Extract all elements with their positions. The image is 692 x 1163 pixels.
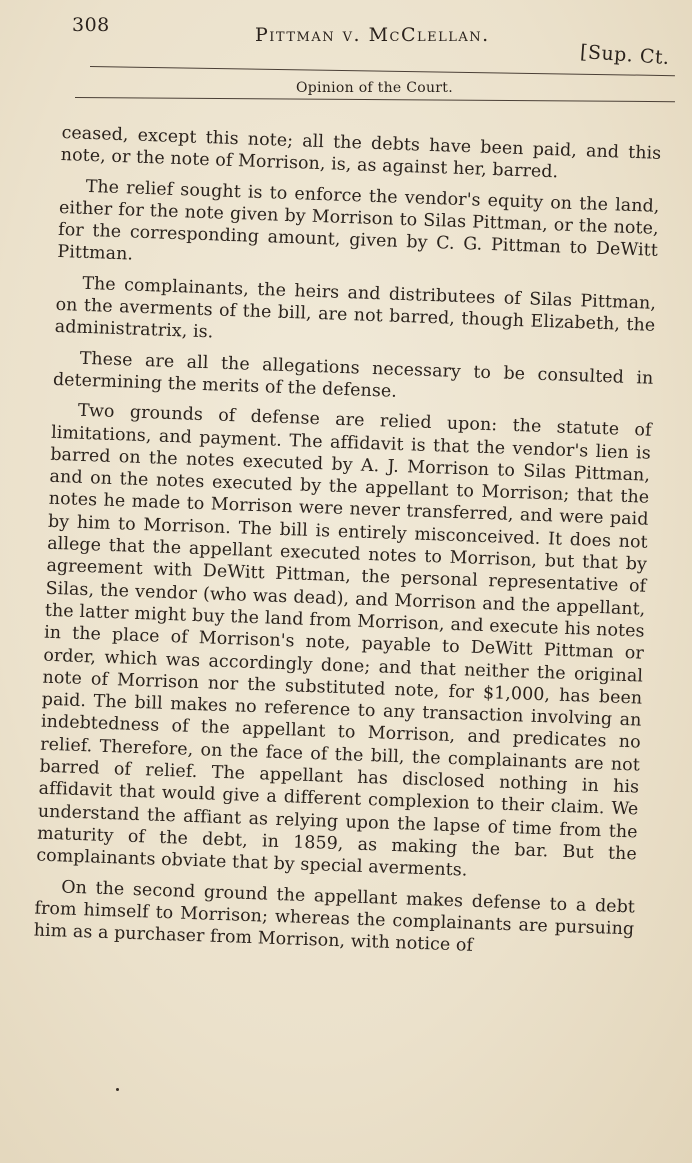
section-rule bbox=[75, 97, 675, 102]
paragraph-second-ground: On the second ground the appellant makes defense to a debt from himself to Morrison; whereas the complainants are pursuing him as a purchaser from Morrison, with notice of bbox=[33, 876, 636, 956]
paragraph-continued: ceased, except this note; all the debts have been paid, and this note, or the note of Morrison, is, as against her, barred. bbox=[60, 122, 662, 183]
ink-speck bbox=[116, 1088, 119, 1091]
paragraph-allegations: These are all the allegations necessary to be consulted in determining the merits of the defense. bbox=[52, 348, 654, 402]
header-rule bbox=[90, 66, 675, 76]
running-head bbox=[0, 0, 692, 110]
section-label: Opinion of the Court. bbox=[296, 80, 453, 96]
court-abbreviation: [Sup. Ct. bbox=[579, 40, 671, 70]
paragraph-complainants: The complainants, the heirs and distributees of Silas Pittman, on the averments of the bill, are not barred, though Elizabeth, the administratrix, is. bbox=[54, 273, 657, 343]
opinion-body bbox=[33, 122, 661, 963]
paragraph-relief-sought: The relief sought is to enforce the vendor's equity on the land, either for the note given by Morrison to Silas Pittman, or the note, for the corresponding amount, given by C. G. Pittman to DeWitt Pittman. bbox=[57, 176, 660, 266]
paragraph-grounds-of-defense: Two grounds of defense are relied upon: the statute of limitations, and payment. The affidavit is that the vendor's lien is barred on the notes executed by A. J. Morrison to Silas Pittman, and on the notes executed by the appellant to Morrison; that the notes he made to Morrison were never transferred, and were paid by him to Morrison. The bill is entirely misconceived. It does not allege that the appellant executed notes to Morrison, but that by agreement with DeWitt Pittman, the personal representative of Silas, the vendor (who was dead), and Morrison and the appellant, the latter might buy the land from Morrison, and execute his notes in the place of Morrison's note, payable to DeWitt Pittman or order, which was accordingly done; and that neither the original note of Morrison nor the substituted note, for $1,000, has been paid. The bill makes no reference to any transaction involving an indebtedness of the appellant to Morrison, and predicates no relief. Therefore, on the face of the bill, the complainants are not barred of relief. The appellant has disclosed nothing in his affidavit that would give a different complexion to their claim. We understand the affiant as relying upon the lapse of time from the maturity of the debt, in 1859, as making the bar. But the complainants obviate that by special averments. bbox=[36, 401, 652, 881]
case-title: Pittman v. McClellan. bbox=[255, 24, 490, 46]
page-number: 308 bbox=[72, 14, 110, 36]
